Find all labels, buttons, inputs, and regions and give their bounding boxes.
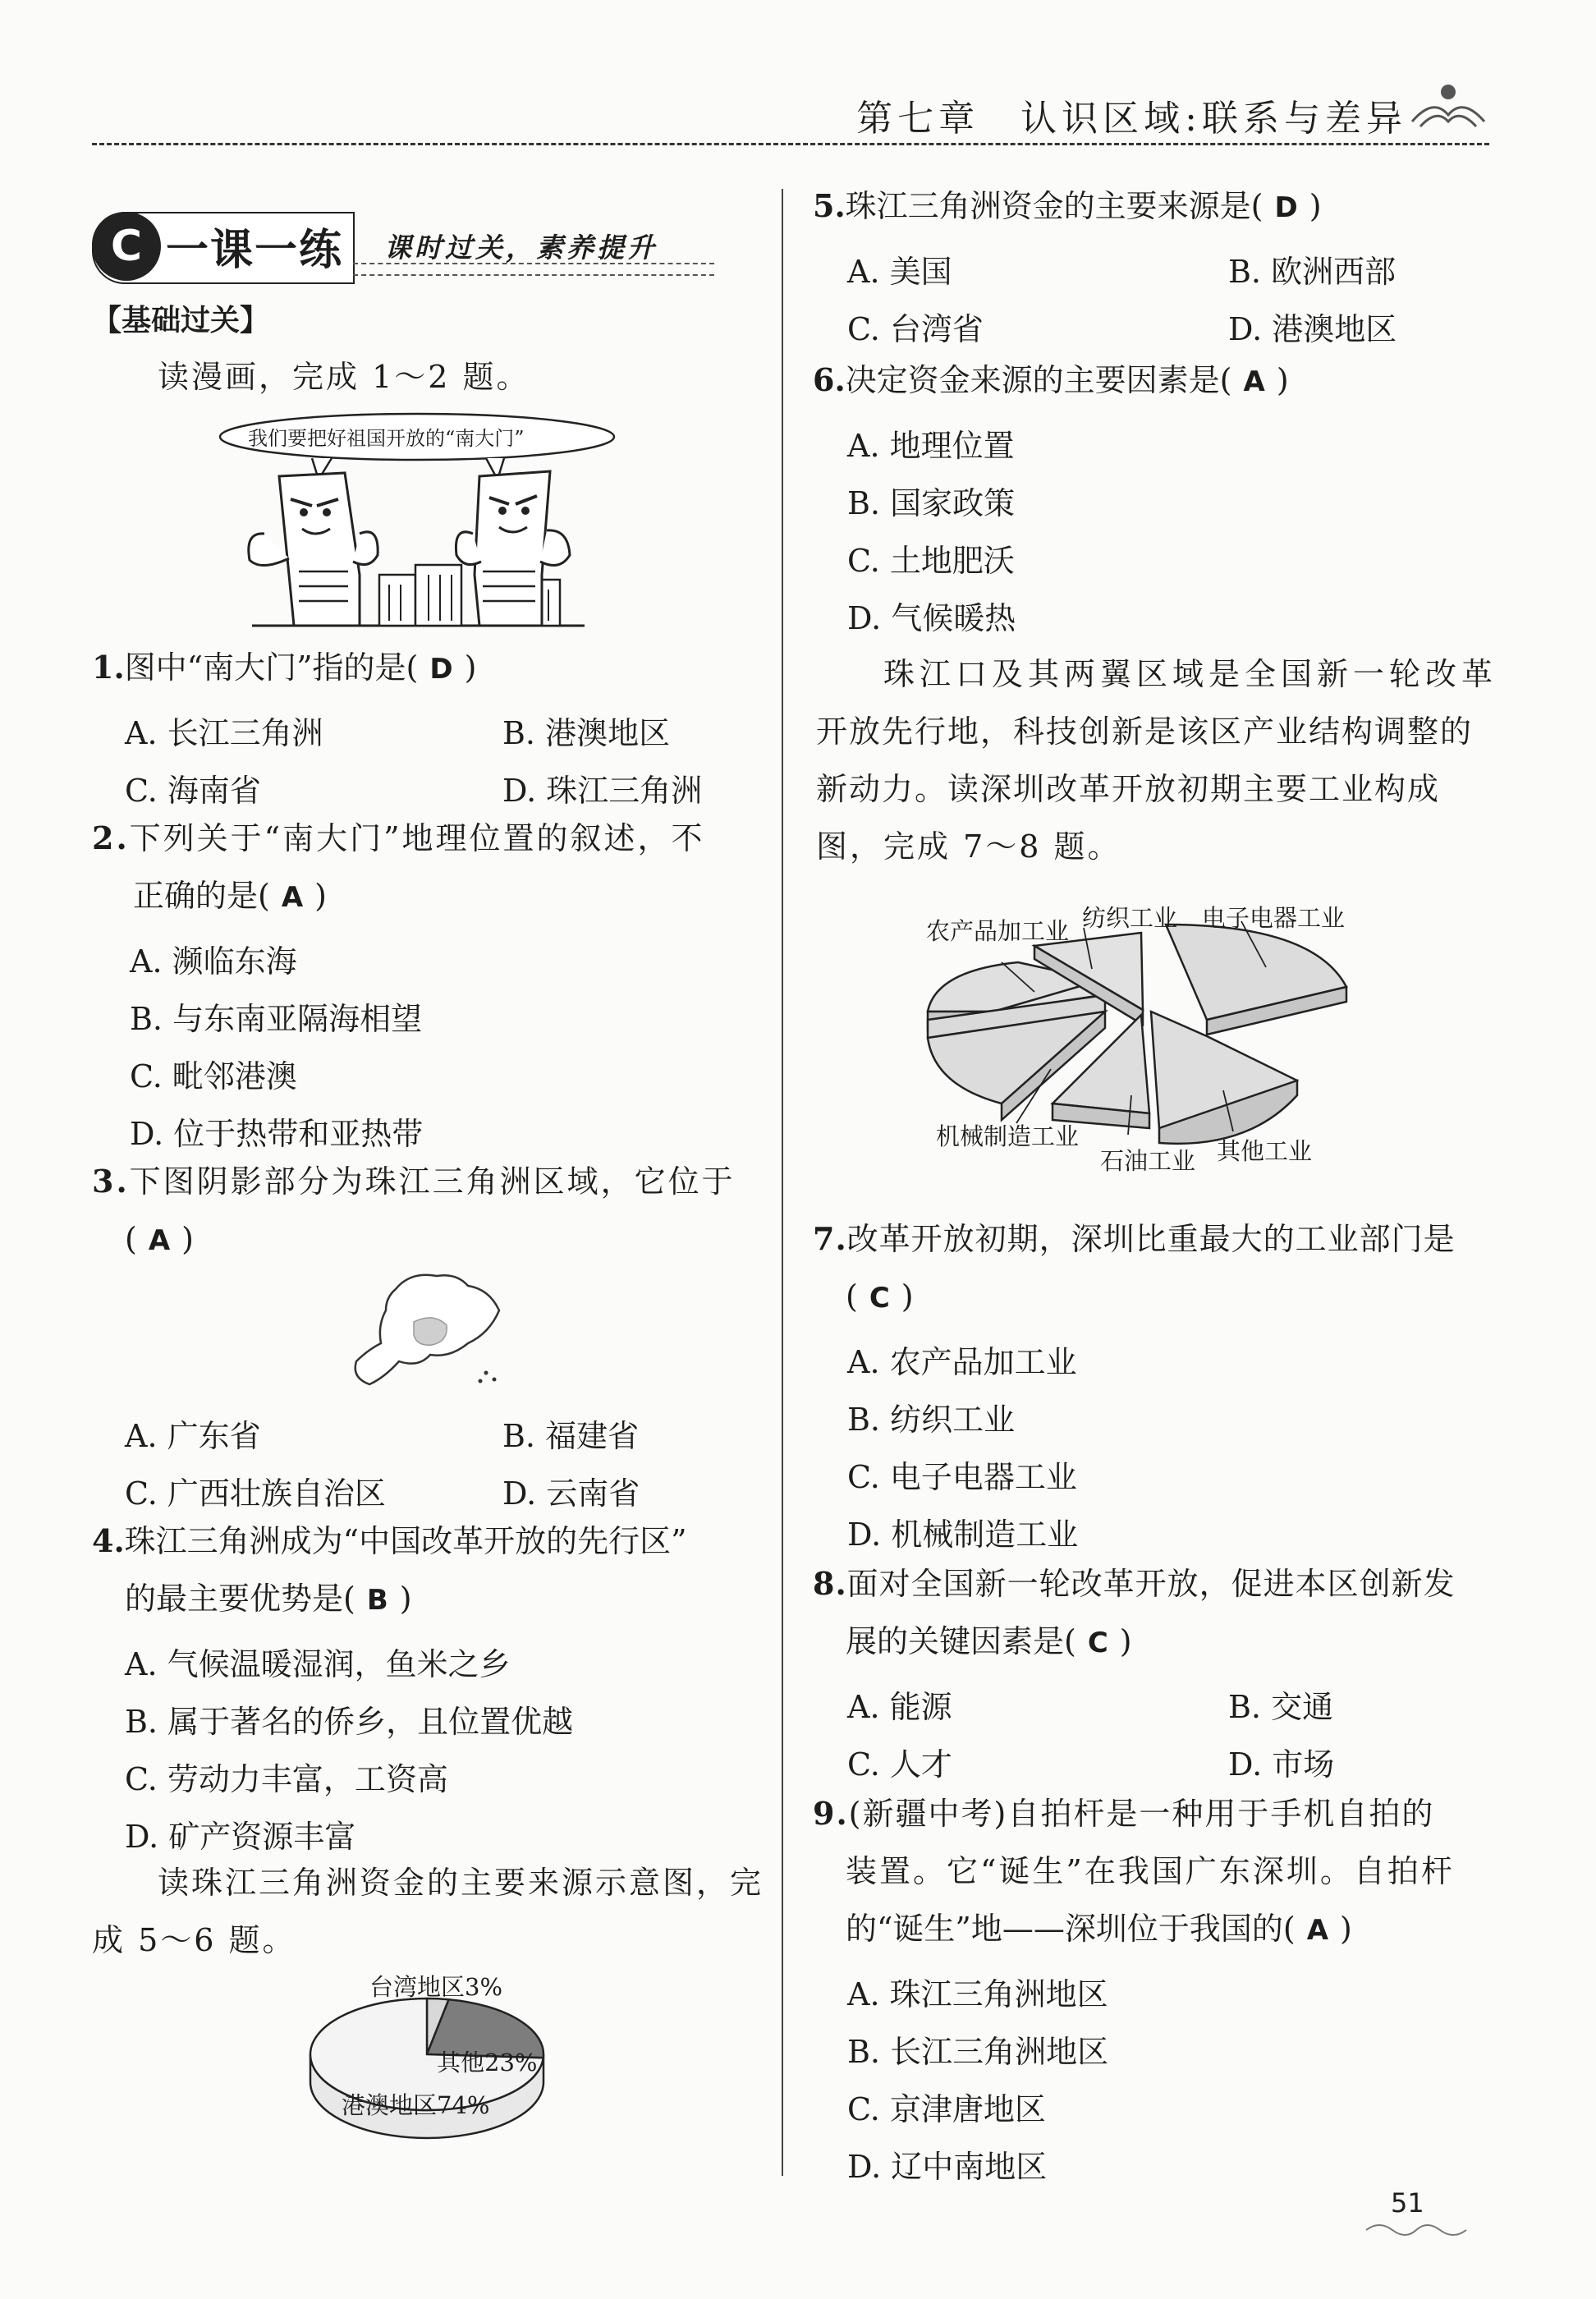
option-d: D. 矿产资源丰富 xyxy=(125,1819,356,1855)
intro-text: 读珠江三角洲资金的主要来源示意图，完 xyxy=(158,1865,764,1901)
answer: D xyxy=(429,653,453,686)
question-8: 8.面对全国新一轮改革开放，促进本区创新发 xyxy=(813,1565,1456,1602)
intro-text: 开放先行地，科技创新是该区产业结构调整的 xyxy=(816,714,1474,750)
intro-text: 图，完成 7～8 题。 xyxy=(816,828,1121,865)
option-d: D. 位于热带和亚热带 xyxy=(130,1116,424,1152)
question-6: 6.决定资金来源的主要因素是( A ) xyxy=(813,361,1289,398)
capital-source-chart xyxy=(296,1964,558,2161)
basic-heading: 【基础过关】 xyxy=(92,303,270,337)
chart-label: 纺织工业 xyxy=(1082,904,1178,932)
section-dash xyxy=(353,263,714,264)
answer: C xyxy=(1087,1627,1108,1659)
question-7: 7.改革开放初期，深圳比重最大的工业部门是 xyxy=(813,1220,1456,1257)
question-8-line2: 展的关键因素是( C ) xyxy=(846,1623,1132,1659)
option-b: B. 交通 xyxy=(1228,1689,1334,1725)
option-a: A. 濒临东海 xyxy=(130,943,297,980)
chapter-title: 第七章 认识区域:联系与差异 xyxy=(856,98,1407,140)
section-dash xyxy=(353,274,714,276)
option-b: B. 长江三角洲地区 xyxy=(847,2034,1109,2070)
section-badge: C xyxy=(92,212,161,281)
option-d: D. 云南省 xyxy=(502,1475,640,1512)
chart-label: 港澳地区74% xyxy=(342,2091,490,2119)
section-title: 一课一练 xyxy=(166,225,344,275)
option-d: D. 珠江三角洲 xyxy=(502,773,703,809)
intro-text: 读漫画，完成 1～2 题。 xyxy=(158,359,530,395)
option-a: A. 广东省 xyxy=(125,1418,261,1454)
option-d: D. 港澳地区 xyxy=(1228,311,1397,347)
answer: A xyxy=(281,881,304,914)
option-b: B. 与东南亚隔海相望 xyxy=(130,1001,423,1037)
option-c: C. 毗邻港澳 xyxy=(130,1058,297,1094)
question-4-line2: 的最主要优势是( B ) xyxy=(125,1581,412,1617)
question-2-line2: 正确的是( A ) xyxy=(133,878,327,914)
option-b: B. 港澳地区 xyxy=(502,715,671,751)
page-number: 51 xyxy=(1391,2187,1424,2219)
option-d: D. 市场 xyxy=(1228,1746,1335,1783)
option-d: D. 辽中南地区 xyxy=(847,2149,1048,2185)
option-a: A. 珠江三角洲地区 xyxy=(847,1976,1108,2012)
option-b: B. 欧洲西部 xyxy=(1228,254,1396,290)
option-c: C. 广西壮族自治区 xyxy=(125,1475,386,1512)
answer: A xyxy=(1243,365,1265,398)
option-c: C. 海南省 xyxy=(125,773,261,809)
option-a: A. 美国 xyxy=(847,254,952,290)
header-divider xyxy=(92,143,1489,145)
option-b: B. 福建省 xyxy=(502,1418,640,1454)
option-c: C. 电子电器工业 xyxy=(847,1459,1077,1495)
answer: A xyxy=(148,1224,171,1257)
guangdong-map xyxy=(345,1264,525,1399)
option-c: C. 台湾省 xyxy=(847,311,984,347)
question-1: 1.图中“南大门”指的是( D ) xyxy=(92,649,477,686)
answer: A xyxy=(1306,1914,1329,1947)
answer: C xyxy=(869,1282,890,1315)
option-b: B. 属于著名的侨乡，且位置优越 xyxy=(125,1704,574,1740)
answer: D xyxy=(1274,191,1298,224)
chart-label: 台湾地区3% xyxy=(369,1973,503,2001)
cartoon-speech: 我们要把好祖国开放的“南大门” xyxy=(248,427,525,450)
question-3-line2: ( A ) xyxy=(125,1221,194,1257)
chart-label: 农产品加工业 xyxy=(926,917,1070,945)
section-subtitle: 课时过关，素养提升 xyxy=(384,232,658,264)
option-b: B. 纺织工业 xyxy=(847,1402,1016,1438)
option-d: D. 气候暖热 xyxy=(847,600,1016,636)
chart-label: 电子电器工业 xyxy=(1202,904,1346,932)
chart-label: 机械制造工业 xyxy=(936,1122,1080,1150)
column-divider xyxy=(782,189,783,2176)
option-c: C. 人才 xyxy=(847,1746,952,1783)
industry-structure-chart xyxy=(911,888,1371,1184)
answer: B xyxy=(366,1584,388,1617)
option-a: A. 农产品加工业 xyxy=(847,1344,1077,1380)
question-4: 4.珠江三角洲成为“中国改革开放的先行区” xyxy=(92,1522,687,1559)
ornament-icon xyxy=(1409,80,1488,130)
question-9-line3: 的“诞生”地——深圳位于我国的( A ) xyxy=(846,1911,1352,1947)
question-2: 2.下列关于“南大门”地理位置的叙述，不 xyxy=(92,819,705,856)
option-c: C. 土地肥沃 xyxy=(847,543,1015,579)
option-c: C. 京津唐地区 xyxy=(847,2091,1046,2127)
option-a: A. 能源 xyxy=(847,1689,952,1725)
question-9-line2: 装置。它“诞生”在我国广东深圳。自拍杆 xyxy=(846,1853,1455,1889)
intro-text: 珠江口及其两翼区域是全国新一轮改革 xyxy=(883,656,1498,692)
chart-label: 其他工业 xyxy=(1217,1137,1313,1165)
option-c: C. 劳动力丰富，工资高 xyxy=(125,1761,448,1797)
flourish-icon xyxy=(1363,2220,1470,2240)
option-a: A. 长江三角洲 xyxy=(125,715,323,751)
cartoon-figure xyxy=(215,411,619,634)
option-d: D. 机械制造工业 xyxy=(847,1517,1079,1553)
question-5: 5.珠江三角洲资金的主要来源是( D ) xyxy=(813,187,1322,224)
option-b: B. 国家政策 xyxy=(847,485,1016,521)
question-3: 3.下图阴影部分为珠江三角洲区域，它位于 xyxy=(92,1163,736,1200)
option-a: A. 地理位置 xyxy=(847,428,1015,464)
intro-text: 新动力。读深圳改革开放初期主要工业构成 xyxy=(816,771,1441,807)
option-a: A. 气候温暖湿润，鱼米之乡 xyxy=(125,1646,511,1682)
chart-label: 石油工业 xyxy=(1100,1147,1196,1175)
intro-text: 成 5～6 题。 xyxy=(92,1922,296,1958)
chart-label: 其他23% xyxy=(437,2049,538,2076)
question-7-line2: ( C ) xyxy=(846,1278,914,1315)
question-9: 9.(新疆中考)自拍杆是一种用于手机自拍的 xyxy=(813,1795,1435,1832)
